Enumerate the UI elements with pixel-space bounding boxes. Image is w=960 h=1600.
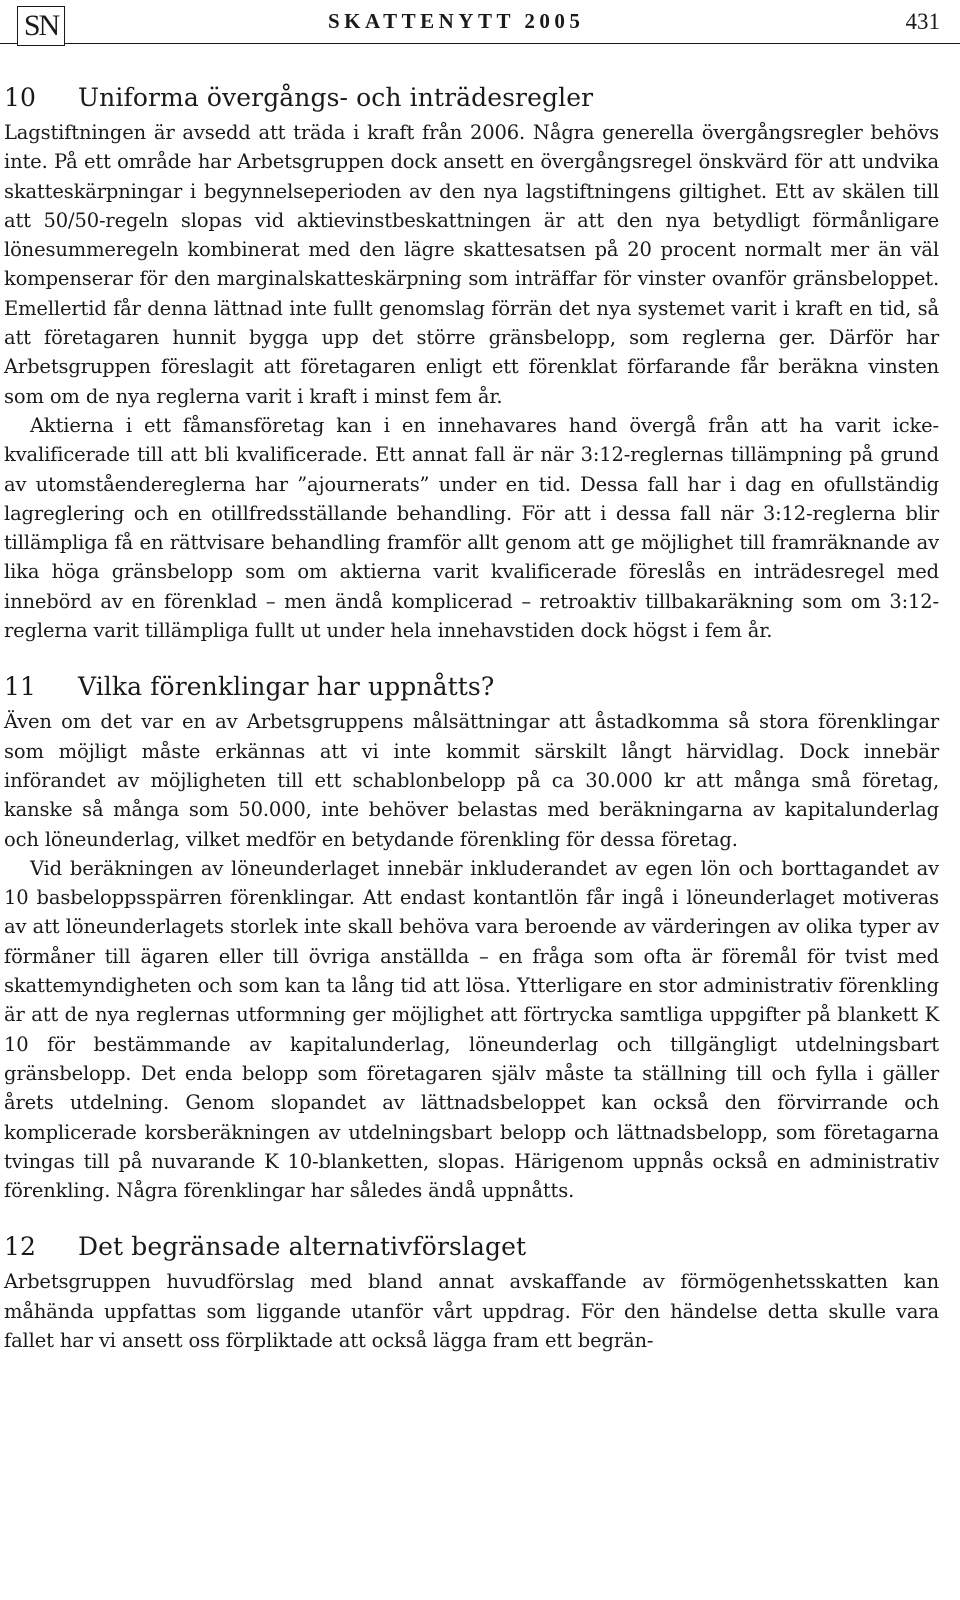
sn-logo: SN	[17, 6, 65, 46]
paragraph: Även om det var en av Arbetsgruppens målsättningar att åstadkomma så stora förenklingar som möjligt måste erkännas att vi inte kommit särskilt långt härvidlag. Dock innebär införandet av möjligheten till ett schablonbelopp på ca 30.000 kr att många små företag, kanske så många som 50.000, inte behöver belastas med beräkningarna av kapitalunderlag och löneunderlag, vilket medför en betydande förenkling för dessa företag.	[4, 710, 939, 851]
paragraph: Vid beräkningen av löneunderlaget innebär inkluderandet av egen lön och borttagandet av 10 basbeloppsspärren förenklingar. Att endast kontantlön får ingå i löneunderlaget motiveras av att löneunderlagets storlek inte skall behöva vara beroende av värderingen av olika typer av förmåner till ägaren eller till övriga anställda – en fråga som ofta är föremål för tvist med skattemyndigheten och som kan ta lång tid att lösa. Ytterligare en stor administrativ förenkling är att de nya reglernas utformning ger möjlighet att förtrycka samtliga uppgifter på blankett K 10 för bestämmande av kapitalunderlag, löneunderlag och tillgängligt utdelningsbart gränsbelopp. Det enda belopp som företagaren själv måste ta ställning till och fylla i gäller årets utdelning. Genom slopandet av lättnadsbeloppet kan också den förvirrande och komplicerade korsberäkningen av utdelningsbart belopp och lättnadsbelopp, som företagarna tvingas till på nuvarande K 10-blanketten, slopas. Härigenom uppnås också en administrativ förenkling. Några förenklingar har således ändå uppnåtts.	[4, 856, 939, 1203]
section-11	[4, 667, 939, 1205]
section-number: 11	[4, 672, 37, 702]
section-number: 12	[4, 1232, 37, 1262]
section-title: Det begränsade alternativförslaget	[78, 1232, 527, 1262]
page-number: 431	[905, 9, 940, 34]
page-header	[0, 0, 960, 56]
page-body	[4, 78, 939, 1377]
section-title: Vilka förenklingar har uppnåtts?	[78, 672, 495, 702]
section-heading	[4, 667, 939, 707]
section-title: Uniforma övergångs- och inträdesregler	[78, 83, 594, 112]
section-number: 10	[4, 83, 37, 112]
section-10	[4, 78, 939, 645]
header-rule-left	[0, 43, 18, 44]
running-title: SKATTENYTT 2005	[328, 9, 585, 33]
section-heading	[4, 1227, 939, 1267]
paragraph: Aktierna i ett fåmansföretag kan i en innehavares hand övergå från att ha varit icke-kvalificerade till att bli kvalificerade. Ett annat fall är när 3:12-reglernas tillämpning på grund av utomståendereglerna har ”ajournerats” under en tid. Dessa fall har i dag en ofullständig lagreglering och en otillfredsställande behandling. För att i dessa fall när 3:12-reglerna blir tillämpliga få en rättvisare behandling framför allt genom att ge möjlighet till framräknande av lika höga gränsbelopp som om aktierna varit kvalificerade föreslås en inträdesregel med innebörd av en förenklad – men ändå komplicerad – retroaktiv tillbakaräkning som om 3:12-reglerna varit tillämpliga fullt ut under hela innehavstiden dock högst i fem år.	[4, 413, 939, 643]
paragraph: Arbetsgruppen huvudförslag med bland annat avskaffande av förmögenhetsskatten kan måhända uppfattas som liggande utanför vårt uppdrag. För den händelse detta skulle vara fallet har vi ansett oss förpliktade att också lägga fram ett begrän-	[4, 1270, 939, 1352]
section-heading	[4, 78, 939, 118]
paragraph: Lagstiftningen är avsedd att träda i kraft från 2006. Några generella övergångsregler behövs inte. På ett område har Arbetsgruppen dock ansett en övergångsregel önskvärd för att undvika skatteskärpningar i begynnelseperioden av den nya lagstiftningens giltighet. Ett av skälen till att 50/50-regeln slopas vid aktievinstbeskattningen är att den nya betydligt förmånligare lönesummeregeln kombinerat med den lägre skattesatsen på 20 procent normalt mer än väl kompenserar för den marginalskatteskärpning som inträffar för vinster ovanför gränsbeloppet. Emellertid får denna lättnad inte fullt genomslag förrän det nya systemet varit i kraft en tid, så att företagaren hunnit bygga upp det större gränsbelopp, som reglerna ger. Därför har Arbetsgruppen föreslagit att företagaren enligt ett förenklat förfarande får beräkna vinsten som om de nya reglerna varit i kraft i minst fem år.	[4, 121, 939, 408]
section-12	[4, 1227, 939, 1355]
header-rule-right	[64, 43, 960, 44]
